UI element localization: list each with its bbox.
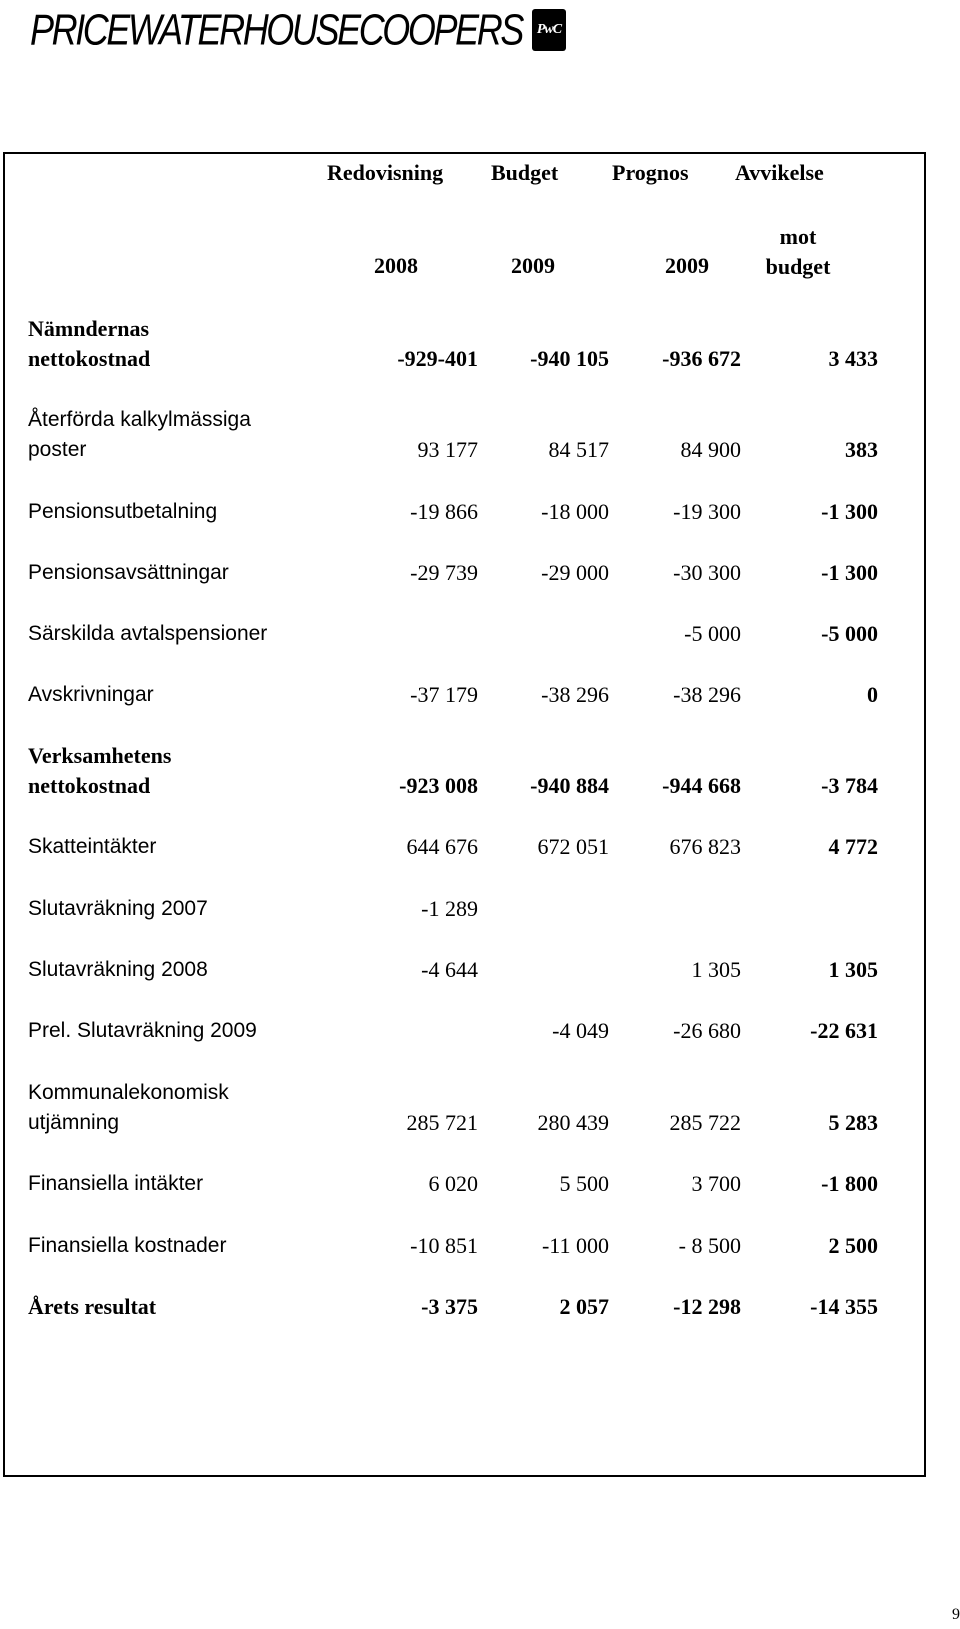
- row-value-col3: -5 000: [684, 621, 741, 646]
- row-value-col4: 4 772: [828, 834, 878, 859]
- row-label: Kommunalekonomisk utjämning: [28, 1081, 229, 1134]
- row-value-col1: -37 179: [410, 682, 478, 707]
- row-value-col2: 672 051: [537, 834, 609, 859]
- row-value-col4: 3 433: [828, 346, 878, 371]
- row-label: Pensionsavsättningar: [28, 561, 229, 584]
- row-value-col4: -1 300: [821, 560, 878, 585]
- row-label: Nämndernas nettokostnad: [28, 316, 151, 371]
- row-value-col1: -3 375: [421, 1294, 478, 1319]
- row-label: Årets resultat: [28, 1294, 157, 1319]
- row-value-col2: 280 439: [537, 1110, 609, 1135]
- row-value-col3: -944 668: [662, 773, 741, 798]
- row-value-col1: 285 721: [406, 1110, 478, 1135]
- row-value-col4: 383: [845, 437, 878, 462]
- header-budget: Budget: [491, 160, 559, 185]
- row-value-col3: 285 722: [669, 1110, 741, 1135]
- row-value-col3: 1 305: [691, 957, 741, 982]
- row-value-col1: 93 177: [417, 437, 478, 462]
- row-label: Slutavräkning 2008: [28, 958, 208, 981]
- logo-wordmark: PRICEWATERHOUSECOOPERS: [30, 4, 522, 55]
- header-mot-budget: mot budget: [765, 224, 831, 279]
- row-value-col4: -5 000: [821, 621, 878, 646]
- row-value-col1: -10 851: [410, 1233, 478, 1258]
- row-label: Slutavräkning 2007: [28, 897, 208, 920]
- header-year-2008: 2008: [374, 253, 418, 278]
- row-value-col1: -923 008: [399, 773, 478, 798]
- row-label: Verksamhetens nettokostnad: [28, 743, 172, 798]
- row-value-col3: -38 296: [673, 682, 741, 707]
- row-value-col4: 5 283: [828, 1110, 878, 1135]
- row-value-col4: 2 500: [828, 1233, 878, 1258]
- row-label: Prel. Slutavräkning 2009: [28, 1019, 257, 1042]
- row-value-col2: -38 296: [541, 682, 609, 707]
- row-value-col1: -4 644: [421, 957, 478, 982]
- row-label: Avskrivningar: [28, 683, 154, 706]
- row-value-col4: 0: [867, 682, 878, 707]
- row-value-col3: -936 672: [662, 346, 741, 371]
- row-value-col3: -19 300: [673, 499, 741, 524]
- header-avvikelse: Avvikelse: [735, 160, 824, 185]
- row-value-col3: 84 900: [680, 437, 741, 462]
- row-value-col2: -11 000: [541, 1233, 609, 1258]
- row-label: Pensionsutbetalning: [28, 500, 218, 523]
- row-value-col2: -940 884: [530, 773, 609, 798]
- row-label: Finansiella intäkter: [28, 1172, 204, 1195]
- row-value-col1: -1 289: [421, 896, 478, 921]
- row-value-col2: -4 049: [552, 1018, 609, 1043]
- row-label: Finansiella kostnader: [28, 1234, 227, 1257]
- logo-seal-icon: PwC: [532, 9, 566, 51]
- row-value-col3: - 8 500: [678, 1233, 741, 1258]
- header-year-2009-budget: 2009: [511, 253, 555, 278]
- row-value-col4: -22 631: [810, 1018, 878, 1043]
- row-value-col1: 6 020: [428, 1171, 478, 1196]
- row-value-col2: -18 000: [541, 499, 609, 524]
- row-value-col1: -929-401: [397, 346, 478, 371]
- row-value-col1: 644 676: [406, 834, 478, 859]
- row-value-col4: -1 300: [821, 499, 878, 524]
- row-value-col3: -30 300: [673, 560, 741, 585]
- row-value-col4: 1 305: [828, 957, 878, 982]
- row-value-col1: -19 866: [410, 499, 478, 524]
- row-value-col2: -29 000: [541, 560, 609, 585]
- row-value-col3: 676 823: [669, 834, 741, 859]
- row-value-col2: 2 057: [559, 1294, 609, 1319]
- row-value-col2: -940 105: [530, 346, 609, 371]
- header-prognos: Prognos: [612, 160, 689, 185]
- row-value-col4: -1 800: [821, 1171, 878, 1196]
- row-value-col3: -26 680: [673, 1018, 741, 1043]
- row-label: Återförda kalkylmässiga poster: [28, 408, 251, 461]
- row-label: Särskilda avtalspensioner: [28, 622, 268, 645]
- row-value-col2: 5 500: [559, 1171, 609, 1196]
- row-value-col2: 84 517: [548, 437, 609, 462]
- header-redovisning: Redovisning: [327, 160, 444, 185]
- row-value-col3: -12 298: [673, 1294, 741, 1319]
- row-value-col4: -14 355: [810, 1294, 878, 1319]
- row-value-col3: 3 700: [691, 1171, 741, 1196]
- row-value-col1: -29 739: [410, 560, 478, 585]
- row-label: Skatteintäkter: [28, 835, 157, 858]
- page-number: 9: [952, 1606, 960, 1623]
- company-logo: [30, 2, 566, 58]
- row-value-col4: -3 784: [821, 773, 878, 798]
- header-year-2009-prognos: 2009: [665, 253, 709, 278]
